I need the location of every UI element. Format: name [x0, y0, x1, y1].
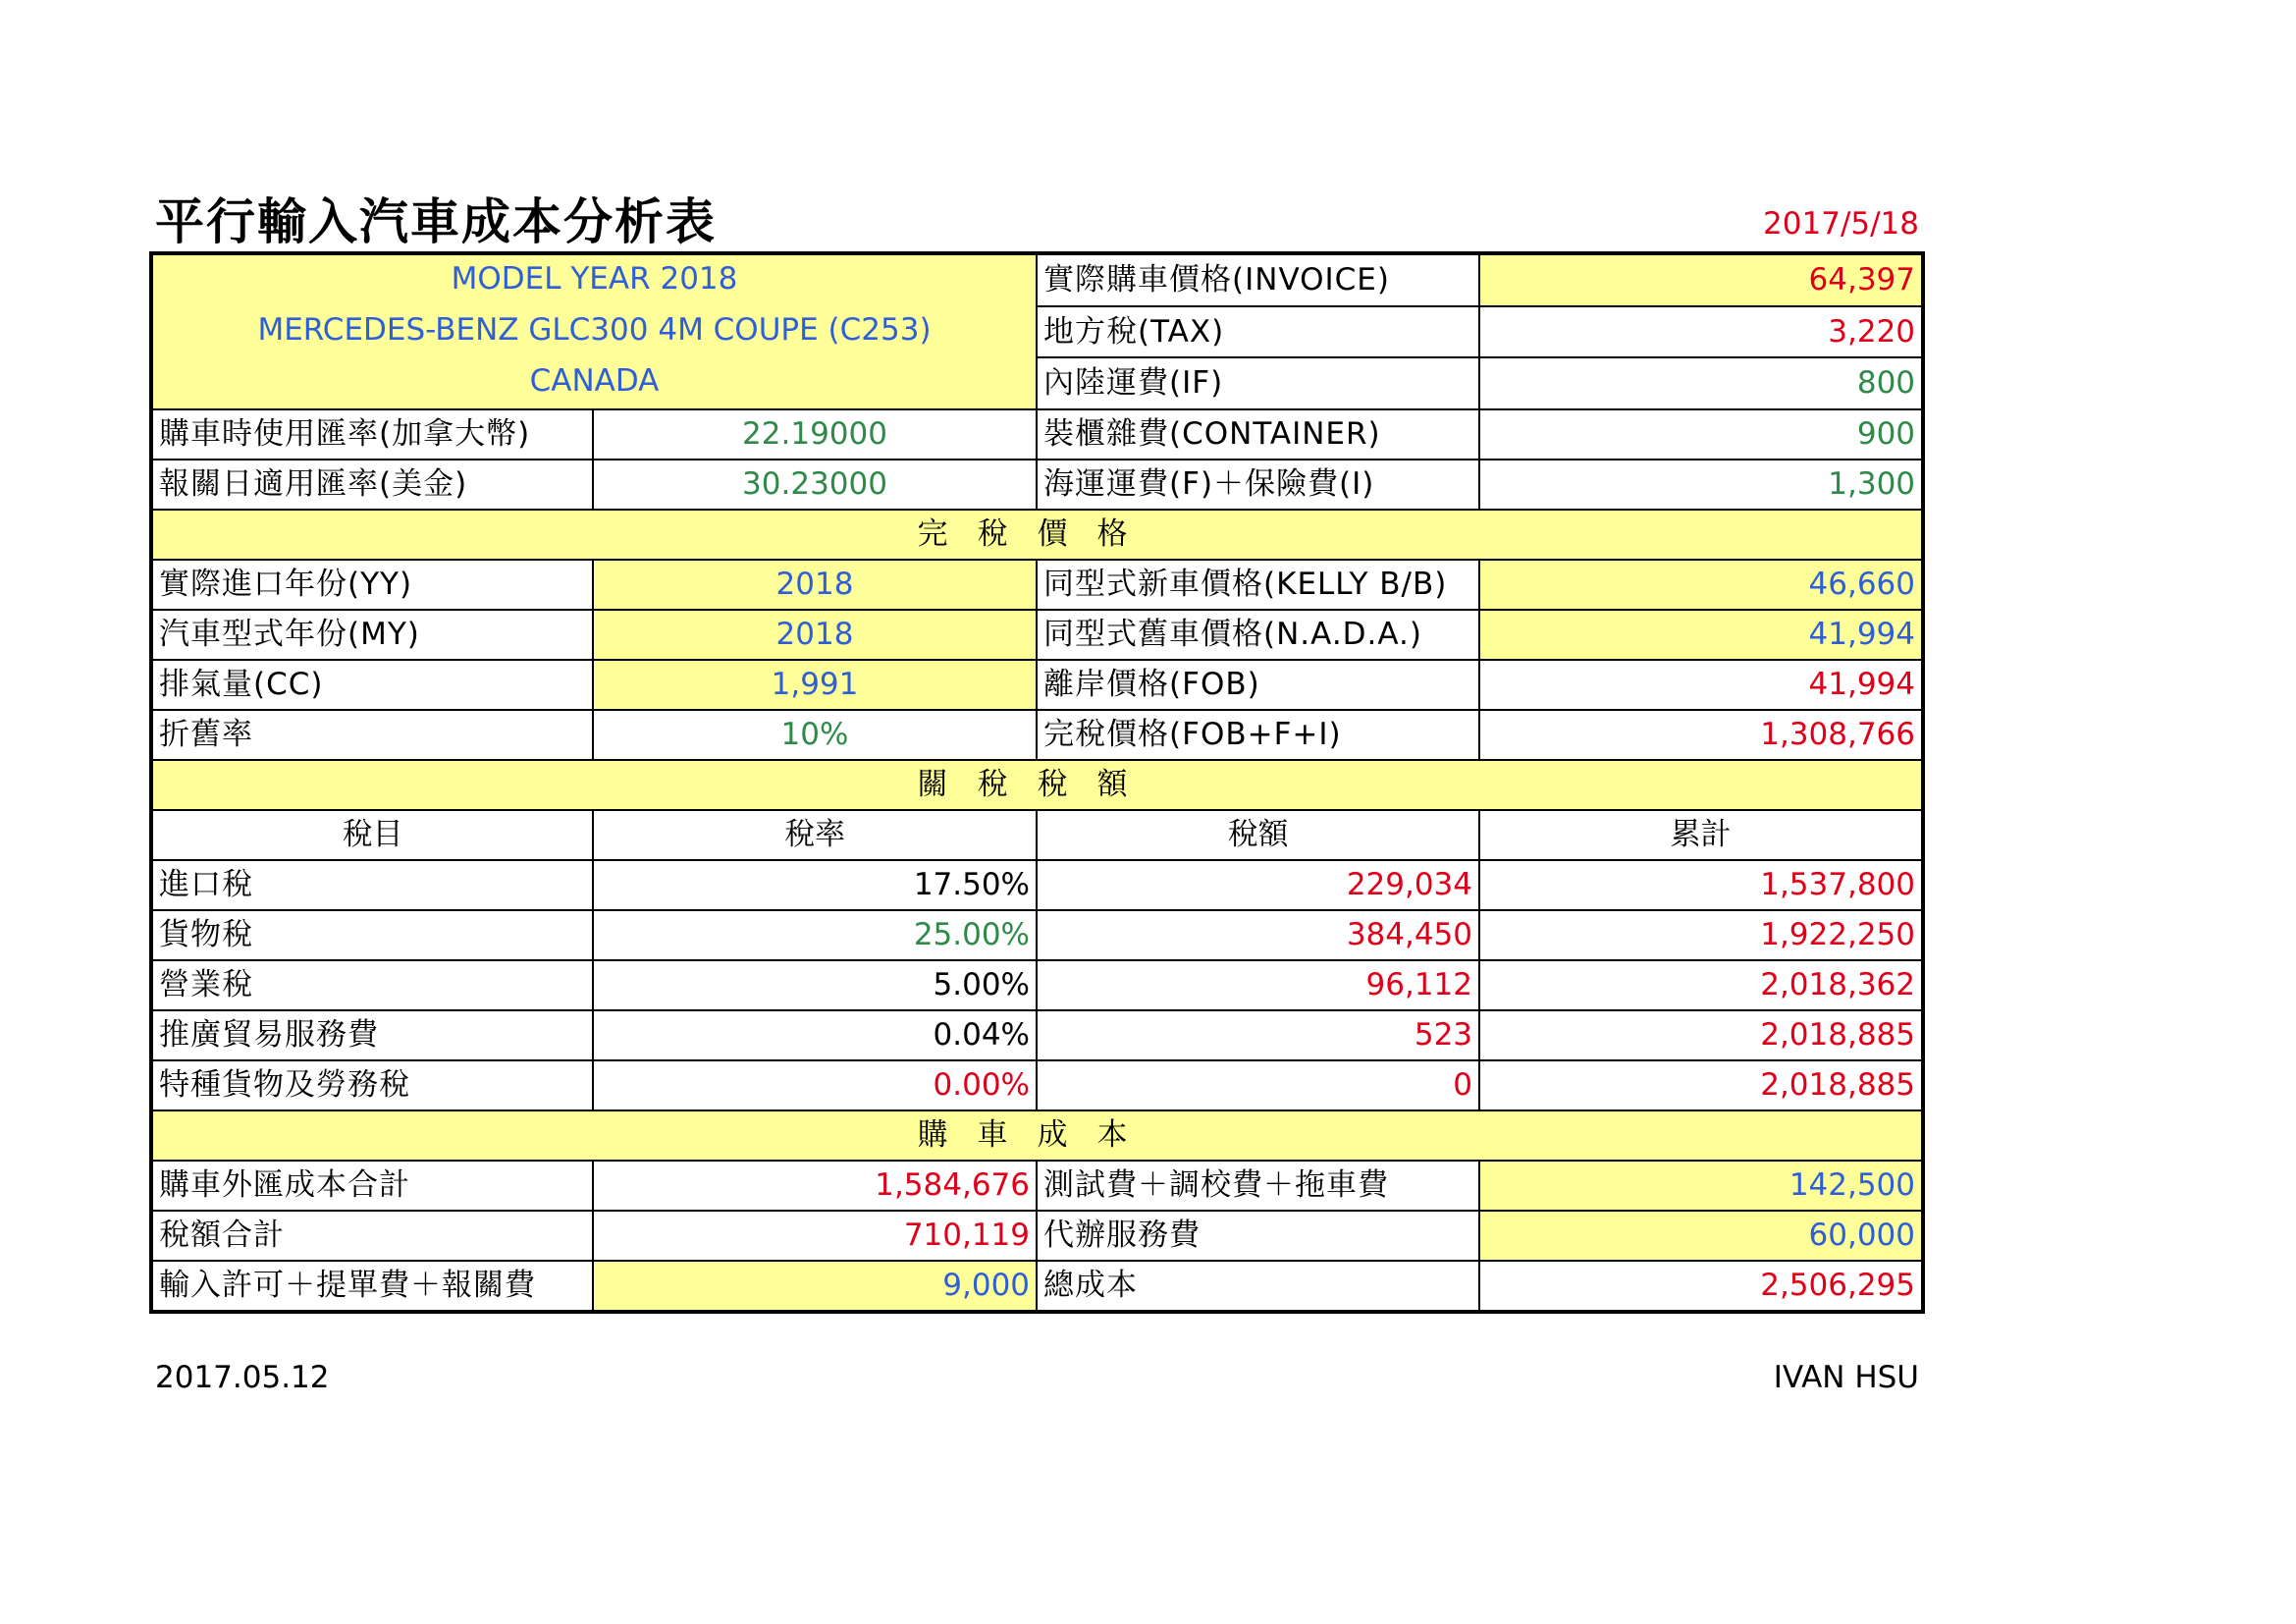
tax-total: 2,018,362 — [1479, 960, 1923, 1010]
table-row — [151, 910, 1923, 960]
testing-fee-label: 測試費＋調校費＋拖車費 — [1037, 1161, 1479, 1211]
table-row — [151, 1060, 1923, 1110]
model-year-value: 2018 — [593, 610, 1037, 660]
invoice-value: 64,397 — [1479, 253, 1923, 306]
depreciation-value: 10% — [593, 710, 1037, 760]
nada-label: 同型式舊車價格(N.A.D.A.) — [1037, 610, 1479, 660]
duty-value-label: 完稅價格(FOB+F+I) — [1037, 710, 1479, 760]
tax-rate: 25.00% — [593, 910, 1037, 960]
tax-rate: 0.04% — [593, 1010, 1037, 1060]
tax-total: 2,018,885 — [1479, 1060, 1923, 1110]
fob-label: 離岸價格(FOB) — [1037, 660, 1479, 710]
tax-item: 貨物稅 — [151, 910, 593, 960]
total-cost-value: 2,506,295 — [1479, 1261, 1923, 1312]
tax-total: 1,922,250 — [1479, 910, 1923, 960]
header-total: 累計 — [1479, 810, 1923, 860]
fx-cost-value: 1,584,676 — [593, 1161, 1037, 1211]
nada-value: 41,994 — [1479, 610, 1923, 660]
tax-item: 進口稅 — [151, 860, 593, 910]
kelly-label: 同型式新車價格(KELLY B/B) — [1037, 560, 1479, 610]
container-value: 900 — [1479, 409, 1923, 460]
usd-rate-label: 報關日適用匯率(美金) — [151, 460, 593, 510]
model-name: MERCEDES-BENZ GLC300 4M COUPE (C253) — [257, 312, 932, 348]
inland-freight-label: 內陸運費(IF) — [1037, 357, 1479, 409]
tax-item: 特種貨物及勞務稅 — [151, 1060, 593, 1110]
header-amount: 稅額 — [1037, 810, 1479, 860]
tax-total: 2,018,885 — [1479, 1010, 1923, 1060]
header-rate: 稅率 — [593, 810, 1037, 860]
tax-rate: 0.00% — [593, 1060, 1037, 1110]
cad-rate-label: 購車時使用匯率(加拿大幣) — [151, 409, 593, 460]
displacement-value: 1,991 — [593, 660, 1037, 710]
agency-fee-value: 60,000 — [1479, 1211, 1923, 1261]
import-year-label: 實際進口年份(YY) — [151, 560, 593, 610]
section-tax: 關稅稅額 — [151, 760, 1923, 810]
import-fees-value: 9,000 — [593, 1261, 1037, 1312]
table-row — [151, 960, 1923, 1010]
fob-value: 41,994 — [1479, 660, 1923, 710]
model-origin: CANADA — [529, 363, 660, 399]
invoice-label: 實際購車價格(INVOICE) — [1037, 253, 1479, 306]
section-purchase: 購車成本 — [151, 1110, 1923, 1161]
freight-insurance-label: 海運運費(F)＋保險費(I) — [1037, 460, 1479, 510]
model-info-block — [151, 253, 1037, 409]
tax-amount: 523 — [1037, 1010, 1479, 1060]
model-year-label: 汽車型式年份(MY) — [151, 610, 593, 660]
usd-rate-value: 30.23000 — [593, 460, 1037, 510]
table-row — [151, 1010, 1923, 1060]
tax-rate: 17.50% — [593, 860, 1037, 910]
cost-analysis-table — [149, 251, 1925, 1314]
header-item: 稅目 — [151, 810, 593, 860]
cad-rate-value: 22.19000 — [593, 409, 1037, 460]
agency-fee-label: 代辦服務費 — [1037, 1211, 1479, 1261]
tax-value: 3,220 — [1479, 306, 1923, 358]
tax-total: 1,537,800 — [1479, 860, 1923, 910]
depreciation-label: 折舊率 — [151, 710, 593, 760]
footer-author: IVAN HSU — [1773, 1360, 1919, 1395]
section-duty-value: 完稅價格 — [151, 510, 1923, 560]
tax-amount: 0 — [1037, 1060, 1479, 1110]
tax-rate: 5.00% — [593, 960, 1037, 1010]
testing-fee-value: 142,500 — [1479, 1161, 1923, 1211]
report-date: 2017/5/18 — [1763, 206, 1919, 242]
fx-cost-label: 購車外匯成本合計 — [151, 1161, 593, 1211]
tax-item: 營業稅 — [151, 960, 593, 1010]
tax-amount: 96,112 — [1037, 960, 1479, 1010]
duty-value-value: 1,308,766 — [1479, 710, 1923, 760]
tax-sum-label: 稅額合計 — [151, 1211, 593, 1261]
table-row — [151, 860, 1923, 910]
model-year: MODEL YEAR 2018 — [451, 261, 738, 297]
inland-freight-value: 800 — [1479, 357, 1923, 409]
displacement-label: 排氣量(CC) — [151, 660, 593, 710]
tax-amount: 384,450 — [1037, 910, 1479, 960]
total-cost-label: 總成本 — [1037, 1261, 1479, 1312]
import-year-value: 2018 — [593, 560, 1037, 610]
tax-amount: 229,034 — [1037, 860, 1479, 910]
container-label: 裝櫃雜費(CONTAINER) — [1037, 409, 1479, 460]
footer-date: 2017.05.12 — [155, 1360, 330, 1395]
freight-insurance-value: 1,300 — [1479, 460, 1923, 510]
tax-item: 推廣貿易服務費 — [151, 1010, 593, 1060]
page-title: 平行輸入汽車成本分析表 — [155, 193, 717, 250]
tax-label: 地方稅(TAX) — [1037, 306, 1479, 358]
kelly-value: 46,660 — [1479, 560, 1923, 610]
import-fees-label: 輸入許可＋提單費＋報關費 — [151, 1261, 593, 1312]
tax-sum-value: 710,119 — [593, 1211, 1037, 1261]
